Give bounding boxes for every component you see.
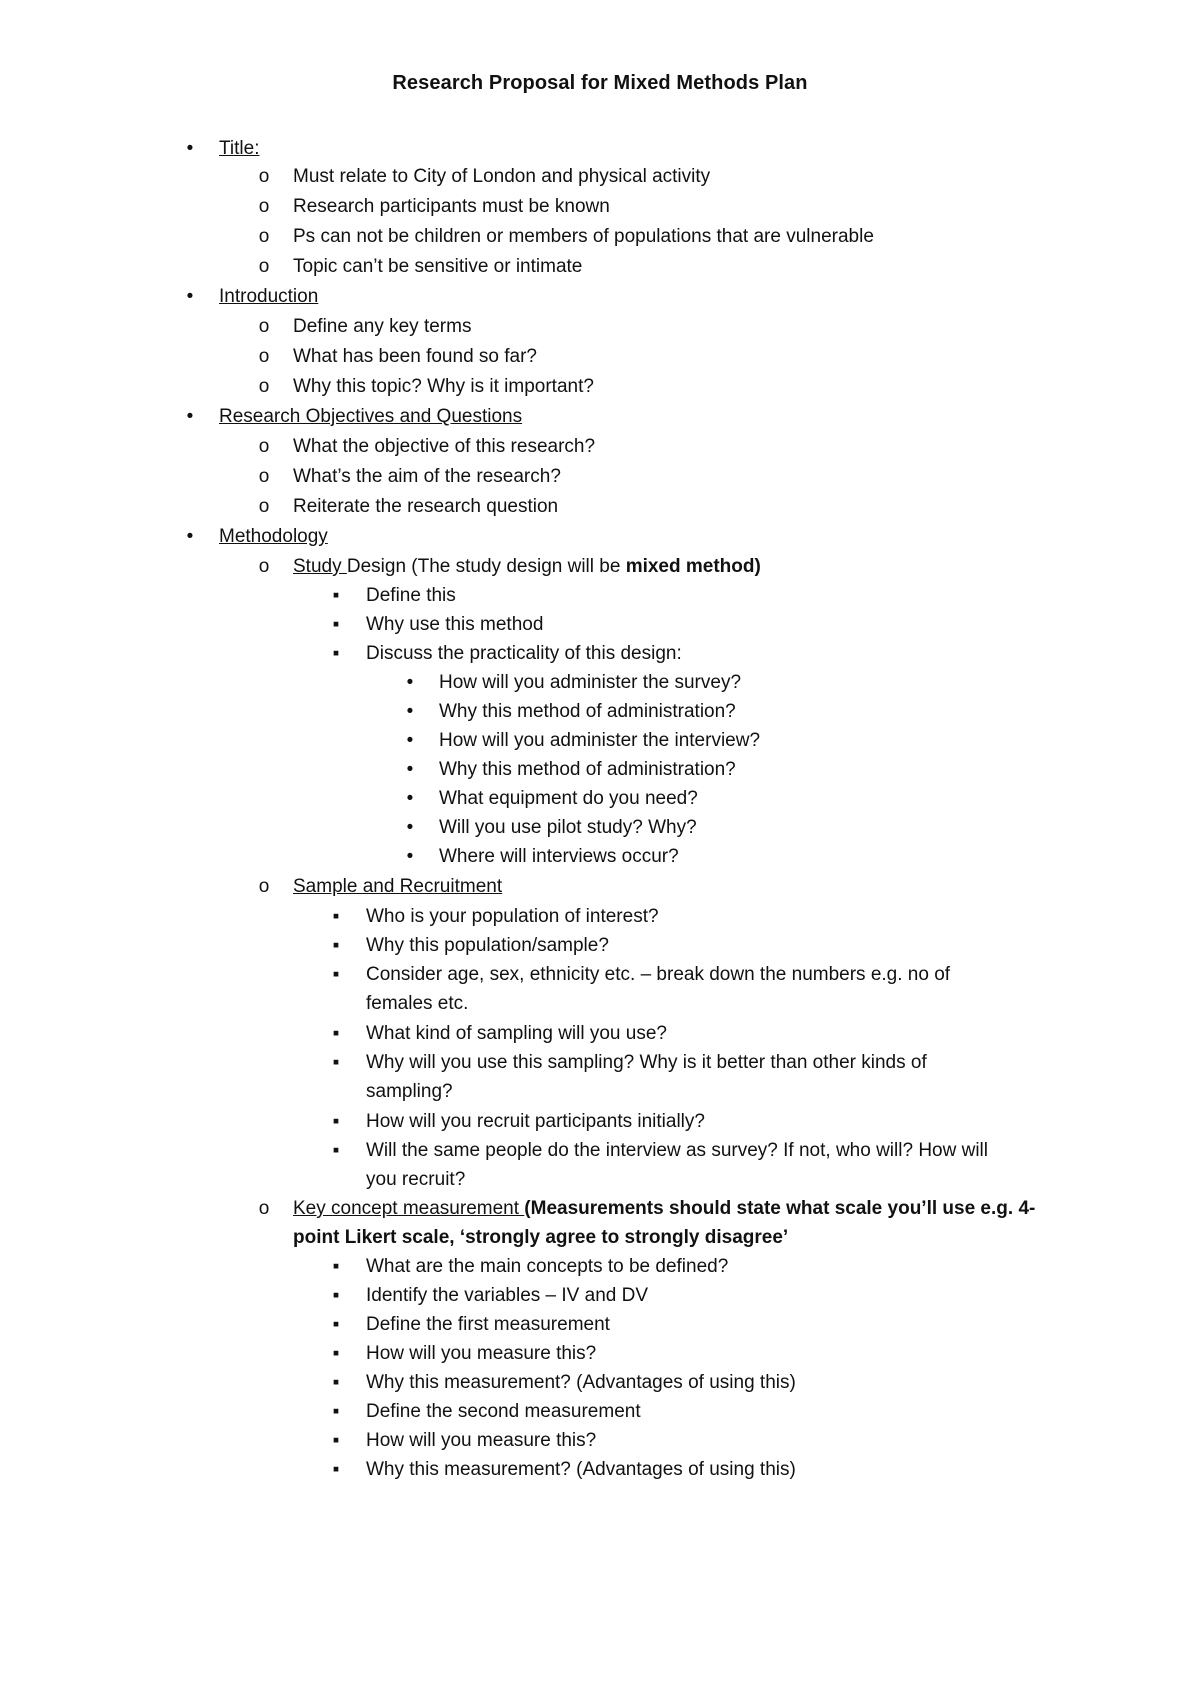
list-item: Consider age, sex, ethnicity etc. – break down the numbers e.g. no of	[366, 964, 951, 985]
study-design-label-underlined: Study	[293, 556, 347, 577]
bullet-square: ▪	[332, 1256, 340, 1277]
list-item: Define this	[366, 585, 456, 606]
bullet-disc: •	[186, 138, 194, 159]
bullet-square: ▪	[332, 906, 340, 927]
bullet-square: ▪	[332, 1314, 340, 1335]
list-item: How will you recruit participants initially?	[366, 1111, 705, 1132]
bullet-square: ▪	[332, 1052, 340, 1073]
bullet-circle: o	[258, 496, 270, 517]
list-item: Why this measurement? (Advantages of using this)	[366, 1372, 796, 1393]
list-item-continuation: females etc.	[366, 993, 469, 1014]
study-design-label-bold: mixed method)	[625, 556, 761, 577]
bullet-disc: •	[406, 817, 414, 838]
bullet-circle: o	[258, 166, 270, 187]
key-concept-label-underlined: Key concept measurement	[293, 1198, 525, 1219]
list-item-continuation: you recruit?	[366, 1169, 466, 1190]
list-item: Ps can not be children or members of populations that are vulnerable	[293, 226, 874, 247]
list-item: Why this measurement? (Advantages of using this)	[366, 1459, 796, 1480]
list-item: Why this method of administration?	[439, 759, 736, 780]
bullet-square: ▪	[332, 585, 340, 606]
section-heading-methodology: Methodology	[219, 526, 328, 547]
bullet-disc: •	[406, 759, 414, 780]
bullet-circle: o	[258, 316, 270, 337]
bullet-square: ▪	[332, 1343, 340, 1364]
list-item: Identify the variables – IV and DV	[366, 1285, 648, 1306]
page-title: Research Proposal for Mixed Methods Plan	[392, 72, 808, 94]
bullet-square: ▪	[332, 1023, 340, 1044]
bullet-square: ▪	[332, 643, 340, 664]
list-item: What has been found so far?	[293, 346, 537, 367]
bullet-disc: •	[406, 846, 414, 867]
bullet-disc: •	[406, 672, 414, 693]
section-heading-title: Title:	[219, 138, 260, 159]
study-design-heading	[293, 554, 761, 580]
key-concept-label-bold: (Measurements should state what scale you’ll use e.g. 4-	[524, 1198, 1036, 1219]
bullet-disc: •	[186, 406, 194, 427]
list-item: Must relate to City of London and physical activity	[293, 166, 711, 187]
list-item: Why will you use this sampling? Why is it better than other kinds of	[366, 1052, 927, 1073]
bullet-disc: •	[406, 788, 414, 809]
bullet-disc: •	[186, 286, 194, 307]
list-item: Reiterate the research question	[293, 496, 559, 517]
bullet-circle: o	[258, 466, 270, 487]
bullet-circle: o	[258, 226, 270, 247]
list-item: How will you administer the survey?	[439, 672, 742, 693]
list-item: What are the main concepts to be defined?	[366, 1256, 729, 1277]
bullet-circle: o	[258, 196, 270, 217]
section-heading-objectives: Research Objectives and Questions	[219, 406, 523, 427]
list-item: Research participants must be known	[293, 196, 610, 217]
bullet-square: ▪	[332, 935, 340, 956]
bullet-square: ▪	[332, 1111, 340, 1132]
bullet-square: ▪	[332, 1459, 340, 1480]
list-item: How will you measure this?	[366, 1430, 597, 1451]
bullet-circle: o	[258, 556, 270, 577]
bullet-circle: o	[258, 376, 270, 397]
bullet-circle: o	[258, 436, 270, 457]
list-item: What’s the aim of the research?	[293, 466, 561, 487]
bullet-disc: •	[406, 701, 414, 722]
bullet-disc: •	[406, 730, 414, 751]
section-heading-introduction: Introduction	[219, 286, 319, 307]
list-item: Discuss the practicality of this design:	[366, 643, 682, 664]
bullet-square: ▪	[332, 1401, 340, 1422]
list-item: Topic can’t be sensitive or intimate	[293, 256, 583, 277]
bullet-square: ▪	[332, 1430, 340, 1451]
list-item: What kind of sampling will you use?	[366, 1023, 667, 1044]
list-item: Why this method of administration?	[439, 701, 736, 722]
list-item: How will you measure this?	[366, 1343, 597, 1364]
list-item: Define the first measurement	[366, 1314, 610, 1335]
bullet-circle: o	[258, 1198, 270, 1219]
list-item: What the objective of this research?	[293, 436, 596, 457]
bullet-square: ▪	[332, 1140, 340, 1161]
list-item: Define any key terms	[293, 316, 472, 337]
list-item: Why this topic? Why is it important?	[293, 376, 594, 397]
bullet-square: ▪	[332, 1285, 340, 1306]
sample-recruitment-heading: Sample and Recruitment	[293, 876, 503, 897]
list-item: Will you use pilot study? Why?	[439, 817, 697, 838]
list-item: Define the second measurement	[366, 1401, 641, 1422]
bullet-square: ▪	[332, 614, 340, 635]
list-item: Where will interviews occur?	[439, 846, 679, 867]
list-item: Why this population/sample?	[366, 935, 609, 956]
study-design-label-plain: Design (The study design will be	[346, 556, 626, 577]
list-item: Who is your population of interest?	[366, 906, 659, 927]
bullet-square: ▪	[332, 1372, 340, 1393]
key-concept-label-continuation: point Likert scale, ‘strongly agree to strongly disagree’	[293, 1227, 789, 1248]
list-item: What equipment do you need?	[439, 788, 698, 809]
bullet-circle: o	[258, 346, 270, 367]
list-item-continuation: sampling?	[366, 1081, 453, 1102]
list-item: Why use this method	[366, 614, 544, 635]
list-item: How will you administer the interview?	[439, 730, 761, 751]
bullet-disc: •	[186, 526, 194, 547]
bullet-square: ▪	[332, 964, 340, 985]
bullet-circle: o	[258, 876, 270, 897]
key-concept-heading	[293, 1196, 1035, 1222]
list-item: Will the same people do the interview as survey? If not, who will? How will	[366, 1140, 988, 1161]
bullet-circle: o	[258, 256, 270, 277]
